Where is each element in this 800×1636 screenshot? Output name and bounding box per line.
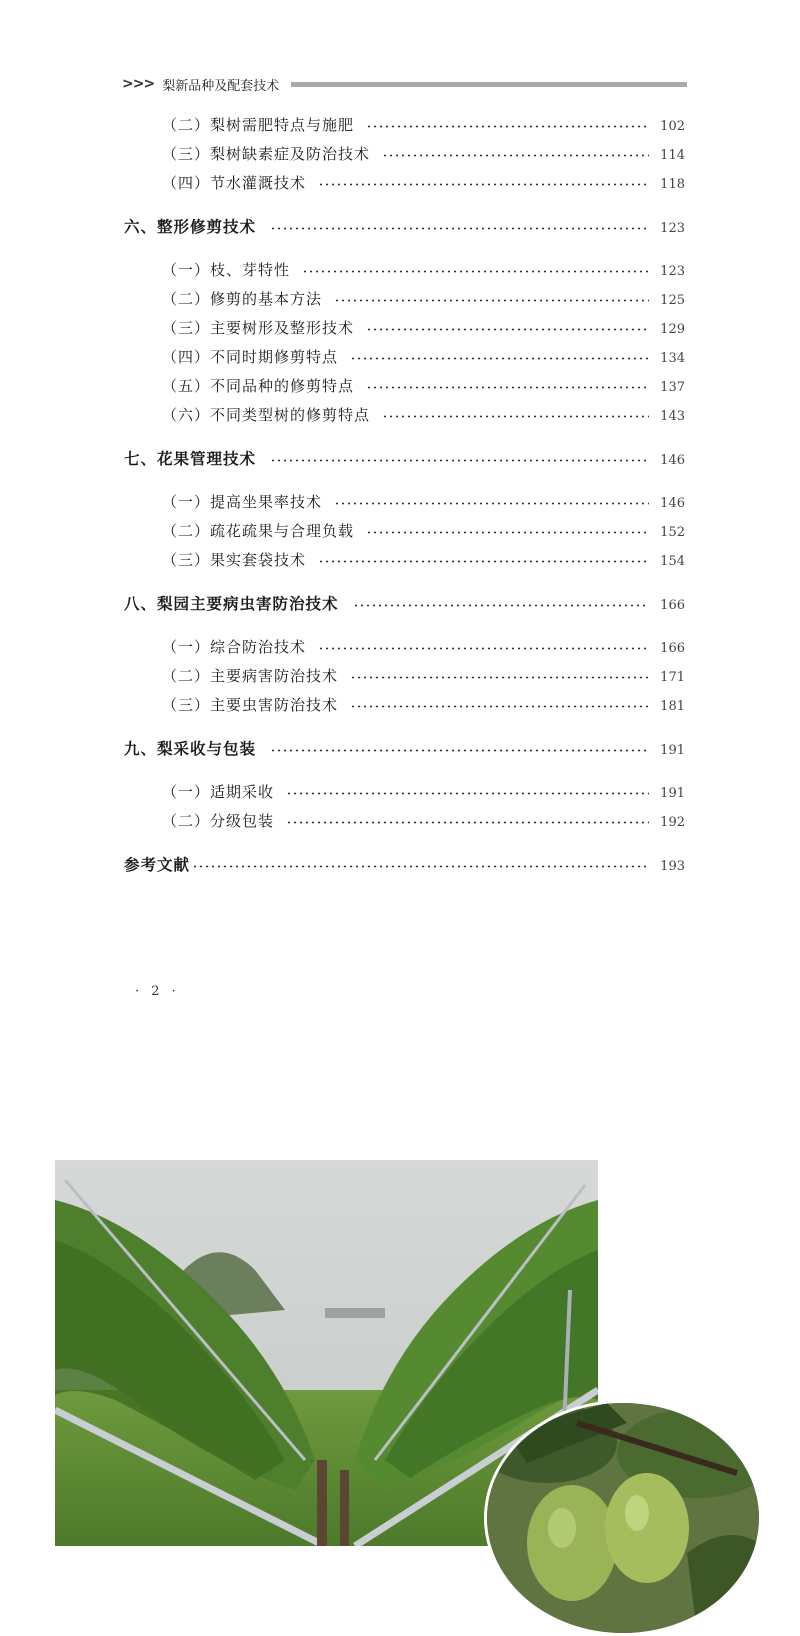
dot-leader (286, 821, 649, 824)
toc-entry-label: （三）果实套袋技术 (162, 551, 307, 569)
toc-page-number: 192 (660, 815, 685, 830)
dot-leader (350, 705, 649, 708)
toc-page-number: 191 (660, 743, 685, 758)
toc-page-number: 191 (660, 786, 685, 801)
toc-entry[interactable] (162, 113, 685, 137)
dot-leader (382, 415, 649, 418)
toc-entry-label: （二）主要病害防治技术 (162, 667, 339, 685)
toc-entry-label: （四）不同时期修剪特点 (162, 348, 339, 366)
dot-leader (318, 560, 649, 563)
toc-chapter[interactable] (124, 737, 685, 761)
toc-entry-label: （二）分级包装 (162, 812, 275, 830)
toc-chapter-label: 九、梨采收与包装 (124, 740, 257, 758)
pear-closeup-photo (484, 1400, 762, 1636)
toc-references[interactable] (124, 853, 685, 877)
green-pears-on-branch-photo (487, 1403, 759, 1633)
toc-entry[interactable] (162, 258, 685, 282)
toc-entry[interactable] (162, 780, 685, 804)
dot-leader (334, 299, 649, 302)
toc-entry-label: （二）疏花疏果与合理负载 (162, 522, 355, 540)
toc-entry[interactable] (162, 693, 685, 717)
page-number: · 2 · (135, 984, 180, 999)
toc-chapter[interactable] (124, 592, 685, 616)
dot-leader (270, 749, 649, 752)
toc-entry[interactable] (162, 664, 685, 688)
toc-page-number: 129 (660, 322, 685, 337)
toc-entry-label: （三）主要虫害防治技术 (162, 696, 339, 714)
toc-page-number: 123 (660, 221, 685, 236)
toc-entry-label: （一）枝、芽特性 (162, 261, 291, 279)
toc-page-number: 193 (660, 859, 685, 874)
toc-page-number: 146 (660, 453, 685, 468)
toc-chapter-label: 七、花果管理技术 (124, 450, 257, 468)
toc-page-number: 102 (660, 119, 685, 134)
toc-entry[interactable] (162, 548, 685, 572)
toc-entry-label: （一）提高坐果率技术 (162, 493, 323, 511)
toc-entry[interactable] (162, 809, 685, 833)
toc-entry[interactable] (162, 142, 685, 166)
dot-leader (350, 676, 649, 679)
toc-entry[interactable] (162, 403, 685, 427)
toc-entry-label: （二）修剪的基本方法 (162, 290, 323, 308)
toc-page-number: 154 (660, 554, 685, 569)
dot-leader (366, 386, 649, 389)
dot-leader (366, 125, 649, 128)
toc-chapter[interactable] (124, 447, 685, 471)
toc-page-number: 137 (660, 380, 685, 395)
dot-leader (302, 270, 649, 273)
toc-entry[interactable] (162, 287, 685, 311)
toc-page-number: 134 (660, 351, 685, 366)
toc-page-number: 143 (660, 409, 685, 424)
toc-page-number: 123 (660, 264, 685, 279)
toc-entry-label: （三）主要树形及整形技术 (162, 319, 355, 337)
dot-leader (318, 183, 649, 186)
toc-chapter-label: 八、梨园主要病虫害防治技术 (124, 595, 339, 613)
dot-leader (350, 357, 649, 360)
toc-page-number: 166 (660, 641, 685, 656)
dot-leader (382, 154, 649, 157)
toc-entry-label: （五）不同品种的修剪特点 (162, 377, 355, 395)
toc-entry[interactable] (162, 490, 685, 514)
toc-chapter-label: 参考文献 (124, 856, 191, 874)
toc-page-number: 171 (660, 670, 685, 685)
toc-entry[interactable] (162, 635, 685, 659)
toc-entry[interactable] (162, 316, 685, 340)
running-header (122, 72, 687, 96)
toc-entry-label: （四）节水灌溉技术 (162, 174, 307, 192)
dot-leader (192, 865, 649, 868)
book-title: 梨新品种及配套技术 (162, 78, 280, 94)
toc-page-number: 152 (660, 525, 685, 540)
toc-page-number: 166 (660, 598, 685, 613)
dot-leader (366, 328, 649, 331)
toc-entry-label: （一）综合防治技术 (162, 638, 307, 656)
dot-leader (318, 647, 649, 650)
toc-entry-label: （一）适期采收 (162, 783, 275, 801)
toc-entry[interactable] (162, 345, 685, 369)
toc-entry-label: （六）不同类型树的修剪特点 (162, 406, 371, 424)
toc-page-number: 125 (660, 293, 685, 308)
toc-page-number: 146 (660, 496, 685, 511)
toc-entry[interactable] (162, 171, 685, 195)
toc-entry[interactable] (162, 374, 685, 398)
header-rule (291, 82, 687, 87)
dot-leader (286, 792, 649, 795)
toc-chapter[interactable] (124, 215, 685, 239)
dot-leader (366, 531, 649, 534)
dot-leader (270, 227, 649, 230)
toc-page-number: 114 (660, 148, 685, 163)
toc-entry[interactable] (162, 519, 685, 543)
dot-leader (334, 502, 649, 505)
dot-leader (270, 459, 649, 462)
toc-entry-label: （二）梨树需肥特点与施肥 (162, 116, 355, 134)
dot-leader (353, 604, 649, 607)
chevron-right-icon: >>> (122, 76, 155, 92)
toc-page-number: 118 (660, 177, 685, 192)
toc-entry-label: （三）梨树缺素症及防治技术 (162, 145, 371, 163)
toc-chapter-label: 六、整形修剪技术 (124, 218, 257, 236)
toc-page-number: 181 (660, 699, 685, 714)
